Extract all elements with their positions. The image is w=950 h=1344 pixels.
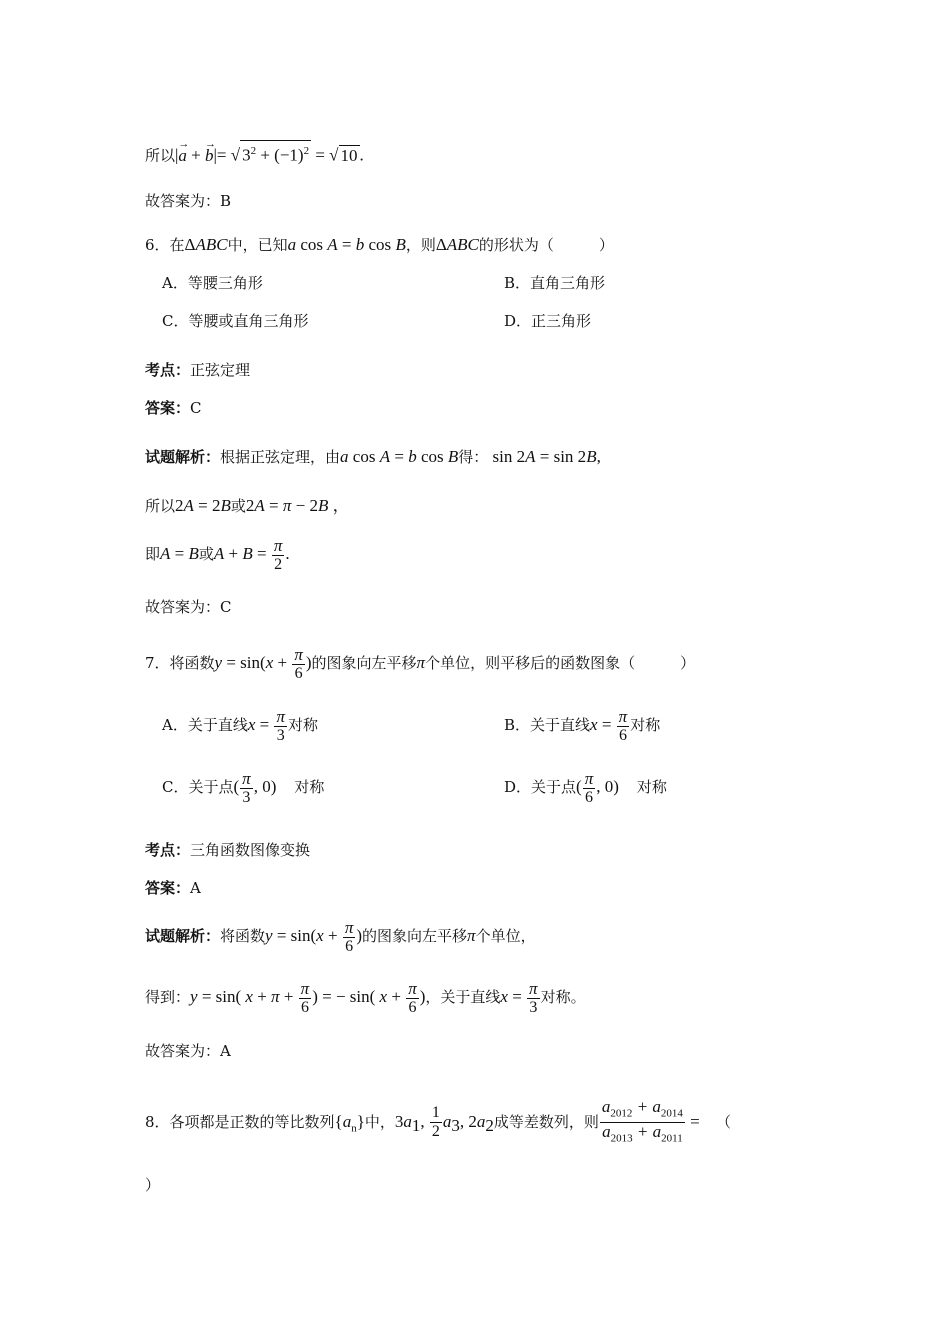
- q8-close: ）: [145, 1176, 161, 1194]
- q7-option-b: B．关于直线x = $\frac{\pi}{6}$ 对称: [504, 706, 661, 744]
- q6-kaodian: 考点：正弦定理: [145, 361, 251, 379]
- q6-daan: 答案：C: [145, 399, 202, 417]
- q6-option-b: B．直角三角形: [504, 274, 606, 292]
- q7-dedao: 得到：y = sin( x + π + $\frac{\pi}{6}$ ) = − sin( x + $\frac{\pi}{6}$ )，关于直线x = $\frac{\pi}{3}$ 对称。: [145, 978, 586, 1016]
- q7-kaodian: 考点：三角函数图像变换: [145, 841, 311, 859]
- q6-line3: 即A = B或A + B = $\frac{\pi}{2}$ .: [145, 535, 290, 573]
- q7-option-c: C．关于点( $\frac{\pi}{3}$ , 0) 对称: [162, 768, 325, 806]
- q6-answer: 故答案为：C: [145, 598, 232, 616]
- q5-magnitude-line: 所以|→ a + → b|= √ $3^2 + (-1)^2$ = √ 10 .: [145, 140, 364, 166]
- q6-option-d: D．正三角形: [504, 312, 592, 330]
- q7-answer: 故答案为：A: [145, 1042, 231, 1060]
- text-suoyi: 所以: [145, 146, 176, 165]
- q8-question: 8．各项都是正数的等比数列$\{a_n\}$中，$3a_1$, $\frac{1}{2}$ $a_3$, $2a_2$成等差数列，则 $\frac{a_{2012} + a_{2014}}{a_{2013} + a_{2011}}$ = （: [145, 1097, 732, 1145]
- q6-option-c: C．等腰或直角三角形: [162, 312, 309, 330]
- q7-question: 7．将函数y = sin(x + $\frac{\pi}{6}$ )的图象向左平移π个单位，则平移后的函数图象（ ）: [145, 644, 696, 682]
- q7-option-d: D．关于点( $\frac{\pi}{6}$ , 0) 对称: [504, 768, 667, 806]
- q6-line2: 所以2A = 2B或2A = π − 2B ，: [145, 496, 350, 515]
- q6-option-a: A．等腰三角形: [162, 274, 263, 292]
- q7-option-a: A．关于直线x = $\frac{\pi}{3}$ 对称: [162, 706, 319, 744]
- q6-jiexi: 试题解析：根据正弦定理，由a cos A = b cos B得： sin 2A = sin 2B,: [145, 447, 601, 466]
- q5-answer: 故答案为：B: [145, 192, 232, 210]
- q7-jiexi: 试题解析：将函数y = sin(x + $\frac{\pi}{6}$ )的图象向左平移π个单位，: [145, 917, 536, 955]
- q6-question: 6．在ΔABC中，已知a cos A = b cos B，则ΔABC的形状为（ ）: [145, 235, 614, 254]
- q7-daan: 答案：A: [145, 879, 201, 897]
